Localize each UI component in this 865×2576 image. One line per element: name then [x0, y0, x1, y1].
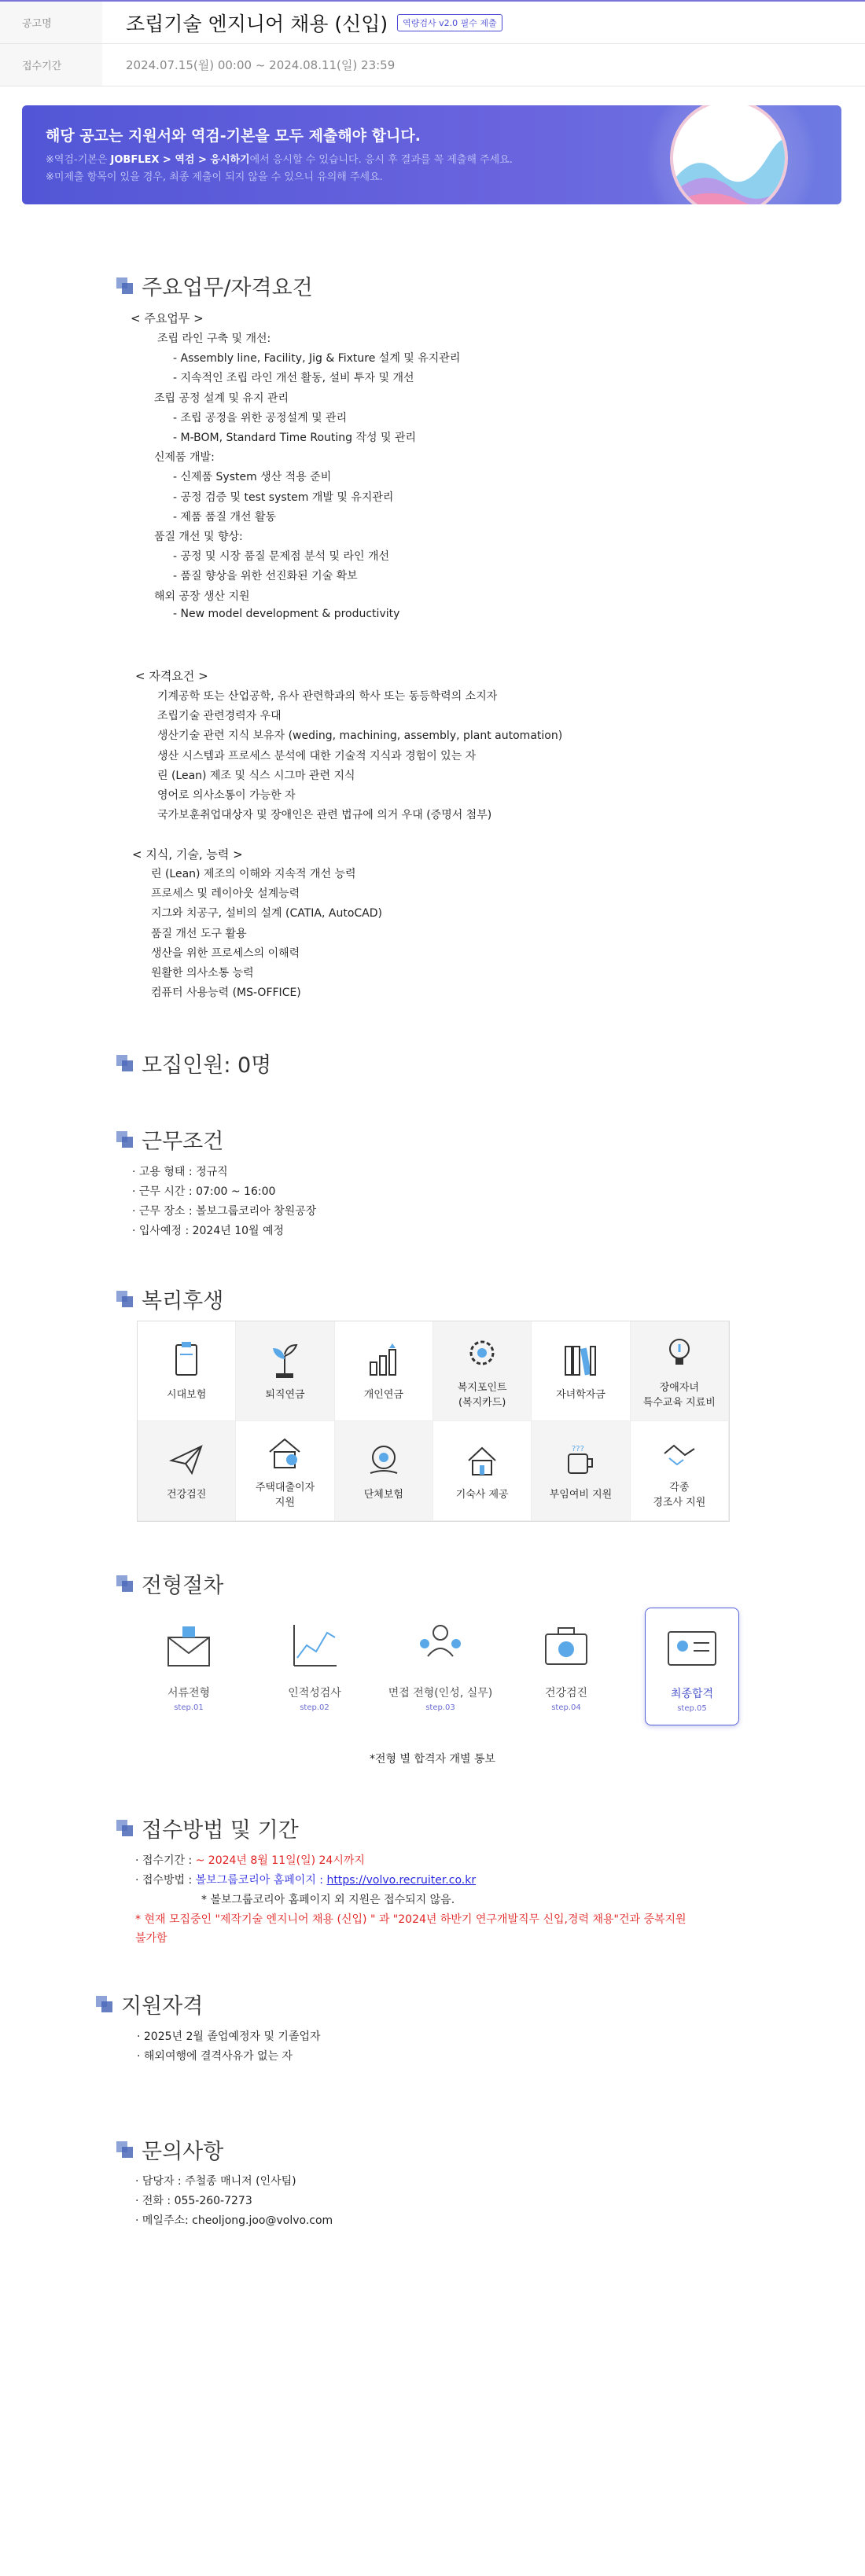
job-info-table	[0, 2, 865, 86]
welfare-label: 장애자녀 특수교육 지료비	[642, 1381, 716, 1409]
duties-heading: < 주요업무 >	[131, 311, 204, 325]
welfare-item	[433, 1321, 532, 1421]
handshake-icon	[658, 1431, 701, 1474]
welfare-label: 개인연금	[363, 1389, 403, 1402]
people-icon	[410, 1617, 470, 1677]
list-item: 조립기술 관련경력자 우대	[157, 710, 282, 723]
line-chart-icon	[285, 1617, 344, 1677]
welfare-item	[335, 1321, 433, 1421]
step-name: 면접 전형(인성, 실무)	[388, 1687, 493, 1700]
welfare-label: 자녀학자금	[556, 1389, 606, 1402]
welfare-item	[631, 1321, 729, 1421]
jobflex-path: JOBFLEX > 역검 > 응시하기	[110, 154, 250, 166]
section-bullet-icon	[116, 1291, 134, 1308]
step-name: 건강검진	[544, 1687, 588, 1700]
list-item: · 입사예정 : 2024년 10월 예정	[132, 1225, 285, 1237]
welfare-label: 단체보험	[363, 1489, 403, 1501]
welfare-item	[138, 1421, 236, 1521]
list-item: · 해외여행에 결격사유가 없는 자	[137, 2050, 293, 2063]
period-row	[0, 44, 865, 86]
clipboard-icon	[165, 1339, 208, 1381]
welfare-label: 기숙사 제공	[455, 1489, 509, 1501]
welfare-item	[631, 1421, 729, 1521]
step-name: 최종합격	[670, 1688, 714, 1700]
svg-text:???: ???	[572, 1445, 585, 1454]
section-bullet-icon	[116, 277, 134, 295]
welfare-item	[138, 1321, 236, 1421]
list-item: 원활한 의사소통 능력	[151, 967, 254, 979]
process-step	[142, 1608, 236, 1725]
section-apply-title: 접수방법 및 기간	[116, 1813, 299, 1843]
lightbulb-icon	[658, 1332, 701, 1374]
skills-heading: < 지식, 기술, 능력 >	[132, 847, 243, 862]
section-bullet-icon	[116, 2141, 134, 2159]
welfare-item	[335, 1421, 433, 1521]
hand-coin-icon	[363, 1439, 405, 1481]
list-item: 영어로 의사소통이 가능한 자	[157, 789, 296, 802]
envelope-lock-icon	[159, 1617, 219, 1677]
list-item: · 전화 : 055-260-7273	[135, 2195, 252, 2207]
home-icon	[461, 1439, 503, 1481]
list-item: - 신제품 System 생산 적용 준비	[173, 471, 332, 484]
application-period: 2024.07.15(월) 00:00 ~ 2024.08.11(일) 23:59	[126, 58, 396, 72]
list-item: · 2025년 2월 졸업예정자 및 기졸업자	[137, 2030, 321, 2043]
gear-icon	[461, 1332, 503, 1374]
period-key: 접수기간	[0, 44, 102, 86]
process-step	[645, 1608, 739, 1725]
list-item: 기계공학 또는 산업공학, 유사 관련학과의 학사 또는 동등학력의 소지자	[157, 690, 498, 703]
welfare-label: 복지포인트 (복지카드)	[457, 1381, 507, 1409]
list-item: · 메일주소: cheoljong.joo@volvo.com	[135, 2214, 333, 2227]
list-item: - 공정 및 시장 품질 문제점 분석 및 라인 개선	[173, 550, 390, 564]
banner-title: 해당 공고는 지원서와 역검-기본을 모두 제출해야 합니다.	[46, 127, 421, 145]
list-item: 프로세스 및 레이아웃 설계능력	[151, 887, 300, 901]
sprout-icon	[263, 1339, 306, 1381]
medical-kit-icon	[536, 1617, 596, 1677]
paper-plane-icon	[165, 1439, 208, 1481]
welfare-item	[236, 1321, 334, 1421]
list-item: 신제품 개발:	[154, 451, 215, 465]
list-item: 생산기술 관련 지식 보유자 (weding, machining, assembly, plant automation)	[157, 729, 563, 743]
step-number: step.02	[300, 1703, 329, 1712]
books-icon	[559, 1339, 602, 1381]
welfare-label: 건강검진	[167, 1489, 207, 1501]
welfare-item	[236, 1421, 334, 1521]
step-number: step.05	[677, 1704, 707, 1713]
list-item: 조립 라인 구축 및 개선:	[157, 333, 271, 345]
process-steps	[142, 1608, 739, 1725]
mug-icon	[559, 1439, 602, 1481]
process-step	[519, 1608, 613, 1725]
section-bullet-icon	[96, 1996, 113, 2013]
step-number: step.01	[174, 1703, 204, 1712]
title-key: 공고명	[0, 2, 102, 43]
section-bullet-icon	[116, 1131, 134, 1148]
list-item: · 담당자 : 주철종 매니저 (인사팀)	[135, 2175, 296, 2188]
section-welfare-title: 복리후생	[116, 1284, 223, 1314]
process-step	[267, 1608, 362, 1725]
list-item: - 조립 공정을 위한 공정설계 및 관리	[173, 411, 348, 424]
duplicate-warning-2: 불가함	[135, 1932, 167, 1945]
list-item: 국가보훈취업대상자 및 장애인은 관련 법규에 의거 우대 (증명서 첨부)	[157, 809, 492, 822]
section-conditions-title: 근무조건	[116, 1124, 223, 1155]
welfare-label: 주택대출이자 지원	[255, 1481, 315, 1508]
duplicate-warning-1: * 현재 모집중인 "제작기술 엔지니어 채용 (신입) " 과 "2024년 하반기 연구개발직무 신입,경력 채용"건과 중복지원	[135, 1913, 686, 1926]
process-step	[388, 1608, 493, 1725]
welfare-grid	[137, 1321, 730, 1522]
requirements-heading: < 자격요건 >	[135, 669, 208, 683]
welfare-label: 퇴직연금	[265, 1389, 305, 1402]
banner-line-1: ※역검-기본은 JOBFLEX > 역검 > 응시하기에서 응시할 수 있습니다. 응시 후 결과를 꼭 제출해 주세요.	[46, 154, 513, 166]
list-item: - Assembly line, Facility, Jig & Fixture 설계 및 유지관리	[173, 352, 461, 366]
banner-illustration	[670, 105, 788, 204]
list-item: 지그와 치공구, 설비의 설계 (CATIA, AutoCAD)	[151, 907, 382, 921]
house-icon	[263, 1431, 306, 1474]
bar-chart-icon	[363, 1339, 405, 1381]
list-item: - 품질 향상을 위한 선진화된 기술 확보	[173, 570, 358, 583]
list-item: · 근무 장소 : 볼보그룹코리아 창원공장	[132, 1205, 317, 1218]
step-number: step.04	[551, 1703, 581, 1712]
list-item: · 근무 시간 : 07:00 ~ 16:00	[132, 1185, 276, 1198]
section-bullet-icon	[116, 1055, 134, 1072]
notice-banner	[22, 105, 841, 204]
section-qualification-title: 지원자격	[96, 1989, 203, 2019]
welfare-label: 부임여비 지원	[549, 1489, 613, 1501]
id-card-icon	[662, 1618, 722, 1678]
apply-deadline: ~ 2024년 8월 11일(일) 24시까지	[195, 1854, 365, 1867]
section-headcount-title: 모집인원: 0명	[116, 1048, 271, 1079]
list-item: 생산 시스템과 프로세스 분석에 대한 기술적 지식과 경험이 있는 자	[157, 749, 477, 763]
list-item: 린 (Lean) 제조 및 식스 시그마 관련 지식	[157, 769, 355, 782]
process-note: *전형 별 합격자 개별 통보	[370, 1753, 496, 1766]
welfare-item	[532, 1321, 630, 1421]
section-duties-title: 주요업무/자격요건	[116, 270, 313, 301]
section-bullet-icon	[116, 1820, 134, 1837]
section-contact-title: 문의사항	[116, 2134, 223, 2165]
step-name: 인적성검사	[288, 1687, 341, 1700]
job-title: 조립기술 엔지니어 채용 (신입)	[126, 12, 388, 35]
list-item: - 제품 품질 개선 활동	[173, 510, 277, 524]
list-item: 조립 공정 설계 및 유지 관리	[154, 391, 289, 405]
list-item: 컴퓨터 사용능력 (MS-OFFICE)	[151, 987, 301, 1000]
assessment-badge: 역량검사 v2.0 필수 제출	[397, 14, 502, 31]
welfare-item	[532, 1421, 630, 1521]
step-number: step.03	[425, 1703, 455, 1712]
apply-period: · 접수기간 : ~ 2024년 8월 11일(일) 24시까지	[135, 1854, 365, 1867]
list-item: 해외 공장 생산 지원	[154, 590, 250, 603]
welfare-item	[433, 1421, 532, 1521]
list-item: - New model development & productivity	[173, 607, 400, 620]
banner-line-2: ※미제출 항목이 있을 경우, 최종 제출이 되지 않을 수 있으니 유의해 주세요.	[46, 171, 383, 183]
recruit-site-link[interactable]: https://volvo.recruiter.co.kr	[326, 1874, 477, 1887]
title-row	[0, 2, 865, 44]
list-item: 품질 개선 도구 활용	[151, 927, 247, 940]
section-bullet-icon	[116, 1575, 134, 1593]
section-process-title: 전형절차	[116, 1568, 223, 1599]
list-item: 생산을 위한 프로세스의 이해력	[151, 946, 300, 960]
welfare-label: 각종 경조사 지원	[653, 1481, 706, 1508]
step-name: 서류전형	[167, 1687, 211, 1700]
apply-method: · 접수방법 : 볼보그룹코리아 홈페이지 : https://volvo.recruiter.co.kr	[135, 1874, 477, 1887]
list-item: · 고용 형태 : 정규직	[132, 1166, 228, 1178]
list-item: - 공정 검증 및 test system 개발 및 유지관리	[173, 491, 394, 504]
welfare-label: 시대보험	[167, 1389, 207, 1402]
list-item: 품질 개선 및 향상:	[154, 531, 243, 543]
apply-method-note: * 볼보그룹코리아 홈페이지 외 지원은 접수되지 않음.	[201, 1894, 455, 1906]
list-item: 린 (Lean) 제조의 이해와 지속적 개선 능력	[151, 868, 356, 880]
list-item: - 지속적인 조립 라인 개선 활동, 설비 투자 및 개선	[173, 372, 414, 385]
list-item: - M-BOM, Standard Time Routing 작성 및 관리	[173, 432, 416, 444]
